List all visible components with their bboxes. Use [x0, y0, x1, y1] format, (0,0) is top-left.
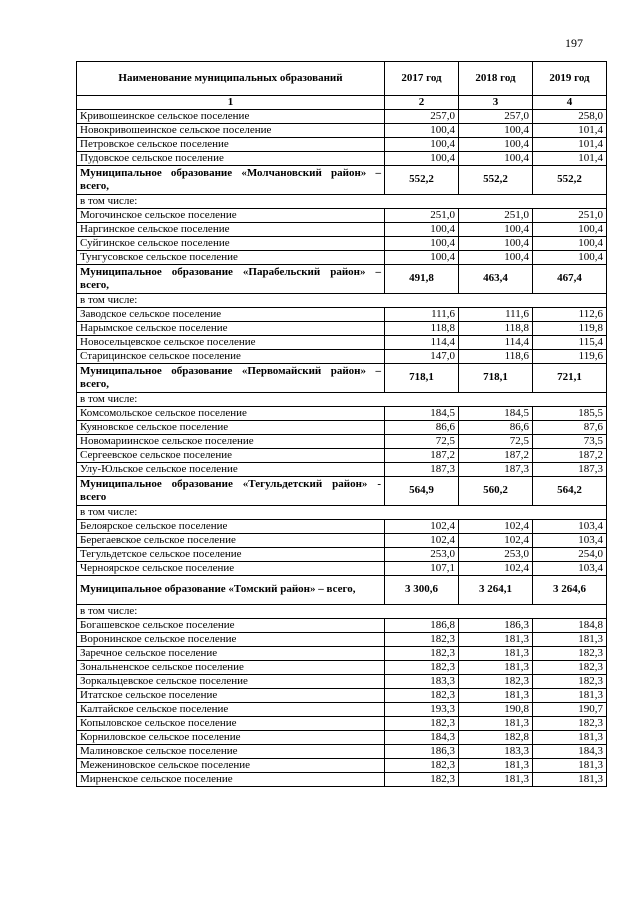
- settlement-row: [77, 716, 607, 730]
- value-2017: 3 300,6: [385, 575, 459, 604]
- settlement-name: Новомариинское сельское поселение: [77, 434, 385, 448]
- value-2018: 560,2: [459, 476, 533, 505]
- value-2018: 181,3: [459, 632, 533, 646]
- value-2017: 186,3: [385, 744, 459, 758]
- value-2019: 100,4: [533, 236, 607, 250]
- value-2017: 100,4: [385, 123, 459, 137]
- value-2018: 100,4: [459, 236, 533, 250]
- settlement-name: Копыловское сельское поселение: [77, 716, 385, 730]
- settlement-name: Пудовское сельское поселение: [77, 151, 385, 165]
- settlement-name: Зональненское сельское поселение: [77, 660, 385, 674]
- value-2017: 182,3: [385, 716, 459, 730]
- value-2019: 112,6: [533, 307, 607, 321]
- value-2017: 491,8: [385, 264, 459, 293]
- value-2018: 100,4: [459, 137, 533, 151]
- settlement-name: Итатское сельское поселение: [77, 688, 385, 702]
- value-2019: 103,4: [533, 561, 607, 575]
- settlement-row: [77, 123, 607, 137]
- subheading-label: в том числе:: [77, 293, 607, 307]
- settlement-name: Белоярское сельское поселение: [77, 519, 385, 533]
- value-2018: 72,5: [459, 434, 533, 448]
- value-2017: 251,0: [385, 208, 459, 222]
- settlement-name: Новосельцевское сельское поселение: [77, 335, 385, 349]
- subheading-label: в том числе:: [77, 392, 607, 406]
- value-2019: 101,4: [533, 137, 607, 151]
- value-2019: 182,3: [533, 674, 607, 688]
- value-2017: 100,4: [385, 137, 459, 151]
- settlement-row: [77, 519, 607, 533]
- value-2017: 102,4: [385, 519, 459, 533]
- settlement-name: Петровское сельское поселение: [77, 137, 385, 151]
- settlement-row: [77, 758, 607, 772]
- column-number: 3: [459, 96, 533, 110]
- value-2019: 182,3: [533, 646, 607, 660]
- settlement-name: Мирненское сельское поселение: [77, 772, 385, 786]
- value-2019: 3 264,6: [533, 575, 607, 604]
- value-2018: 552,2: [459, 165, 533, 194]
- value-2017: 100,4: [385, 250, 459, 264]
- value-2018: 181,3: [459, 758, 533, 772]
- settlement-name: Куяновское сельское поселение: [77, 420, 385, 434]
- value-2018: 257,0: [459, 109, 533, 123]
- value-2017: 100,4: [385, 222, 459, 236]
- value-2017: 107,1: [385, 561, 459, 575]
- settlement-row: [77, 618, 607, 632]
- subheading-row: [77, 293, 607, 307]
- district-total-row: [77, 264, 607, 293]
- value-2019: 187,2: [533, 448, 607, 462]
- value-2019: 190,7: [533, 702, 607, 716]
- settlement-row: [77, 674, 607, 688]
- settlement-row: [77, 660, 607, 674]
- value-2018: 182,3: [459, 674, 533, 688]
- value-2017: 184,5: [385, 406, 459, 420]
- value-2019: 552,2: [533, 165, 607, 194]
- value-2017: 253,0: [385, 547, 459, 561]
- value-2019: 467,4: [533, 264, 607, 293]
- value-2017: 102,4: [385, 533, 459, 547]
- value-2017: 118,8: [385, 321, 459, 335]
- value-2017: 147,0: [385, 349, 459, 363]
- value-2017: 182,3: [385, 632, 459, 646]
- value-2019: 181,3: [533, 758, 607, 772]
- value-2017: 182,3: [385, 646, 459, 660]
- column-number: 2: [385, 96, 459, 110]
- settlement-name: Кривошеинское сельское поселение: [77, 109, 385, 123]
- settlement-name: Калтайское сельское поселение: [77, 702, 385, 716]
- value-2018: 251,0: [459, 208, 533, 222]
- budget-table: [76, 61, 607, 787]
- settlement-name: Нарымское сельское поселение: [77, 321, 385, 335]
- value-2017: 72,5: [385, 434, 459, 448]
- settlement-row: [77, 730, 607, 744]
- settlement-row: [77, 307, 607, 321]
- value-2018: 187,3: [459, 462, 533, 476]
- value-2019: 181,3: [533, 688, 607, 702]
- value-2019: 181,3: [533, 772, 607, 786]
- district-name: Муниципальное образование «Тегульдетский район» - всего: [77, 476, 385, 505]
- settlement-row: [77, 462, 607, 476]
- settlement-row: [77, 406, 607, 420]
- value-2019: 181,3: [533, 730, 607, 744]
- settlement-row: [77, 702, 607, 716]
- subheading-label: в том числе:: [77, 604, 607, 618]
- value-2018: 114,4: [459, 335, 533, 349]
- settlement-row: [77, 222, 607, 236]
- value-2019: 251,0: [533, 208, 607, 222]
- value-2019: 184,8: [533, 618, 607, 632]
- value-2018: 100,4: [459, 222, 533, 236]
- settlement-row: [77, 646, 607, 660]
- value-2017: 100,4: [385, 151, 459, 165]
- value-2017: 111,6: [385, 307, 459, 321]
- settlement-row: [77, 137, 607, 151]
- value-2018: 86,6: [459, 420, 533, 434]
- value-2019: 101,4: [533, 123, 607, 137]
- subheading-row: [77, 505, 607, 519]
- value-2019: 100,4: [533, 222, 607, 236]
- value-2018: 183,3: [459, 744, 533, 758]
- value-2018: 100,4: [459, 123, 533, 137]
- header-municipality: Наименование муниципальных образований: [77, 62, 385, 96]
- district-total-row: [77, 165, 607, 194]
- table-body: [77, 109, 607, 786]
- district-total-row: [77, 476, 607, 505]
- value-2018: 118,8: [459, 321, 533, 335]
- value-2017: 552,2: [385, 165, 459, 194]
- value-2017: 257,0: [385, 109, 459, 123]
- settlement-name: Берегаевское сельское поселение: [77, 533, 385, 547]
- settlement-row: [77, 744, 607, 758]
- settlement-name: Суйгинское сельское поселение: [77, 236, 385, 250]
- value-2017: 564,9: [385, 476, 459, 505]
- settlement-row: [77, 632, 607, 646]
- settlement-row: [77, 151, 607, 165]
- column-number: 1: [77, 96, 385, 110]
- value-2019: 187,3: [533, 462, 607, 476]
- value-2018: 182,8: [459, 730, 533, 744]
- settlement-name: Тегульдетское сельское поселение: [77, 547, 385, 561]
- subheading-label: в том числе:: [77, 194, 607, 208]
- value-2019: 181,3: [533, 632, 607, 646]
- header-2018: 2018 год: [459, 62, 533, 96]
- value-2017: 187,3: [385, 462, 459, 476]
- value-2017: 114,4: [385, 335, 459, 349]
- district-name: Муниципальное образование «Томский район» – всего,: [77, 575, 385, 604]
- value-2019: 184,3: [533, 744, 607, 758]
- value-2018: 111,6: [459, 307, 533, 321]
- settlement-row: [77, 349, 607, 363]
- value-2018: 463,4: [459, 264, 533, 293]
- value-2017: 184,3: [385, 730, 459, 744]
- subheading-row: [77, 604, 607, 618]
- settlement-row: [77, 434, 607, 448]
- value-2019: 182,3: [533, 716, 607, 730]
- district-name: Муниципальное образование «Молчановский район» – всего,: [77, 165, 385, 194]
- district-total-row: [77, 363, 607, 392]
- value-2017: 183,3: [385, 674, 459, 688]
- settlement-name: Могочинское сельское поселение: [77, 208, 385, 222]
- settlement-name: Воронинское сельское поселение: [77, 632, 385, 646]
- value-2017: 182,3: [385, 772, 459, 786]
- settlement-name: Заводское сельское поселение: [77, 307, 385, 321]
- value-2019: 119,8: [533, 321, 607, 335]
- subheading-row: [77, 392, 607, 406]
- value-2018: 186,3: [459, 618, 533, 632]
- value-2018: 100,4: [459, 250, 533, 264]
- value-2017: 718,1: [385, 363, 459, 392]
- value-2018: 718,1: [459, 363, 533, 392]
- header-2017: 2017 год: [385, 62, 459, 96]
- value-2019: 564,2: [533, 476, 607, 505]
- settlement-name: Межениновское сельское поселение: [77, 758, 385, 772]
- value-2019: 100,4: [533, 250, 607, 264]
- district-name: Муниципальное образование «Первомайский район» – всего,: [77, 363, 385, 392]
- value-2018: 187,2: [459, 448, 533, 462]
- settlement-name: Зоркальцевское сельское поселение: [77, 674, 385, 688]
- settlement-row: [77, 208, 607, 222]
- value-2017: 182,3: [385, 688, 459, 702]
- column-number: 4: [533, 96, 607, 110]
- settlement-name: Богашевское сельское поселение: [77, 618, 385, 632]
- value-2018: 181,3: [459, 772, 533, 786]
- value-2018: 102,4: [459, 533, 533, 547]
- value-2019: 721,1: [533, 363, 607, 392]
- settlement-name: Тунгусовское сельское поселение: [77, 250, 385, 264]
- settlement-name: Сергеевское сельское поселение: [77, 448, 385, 462]
- value-2018: 181,3: [459, 660, 533, 674]
- value-2017: 86,6: [385, 420, 459, 434]
- settlement-row: [77, 236, 607, 250]
- value-2018: 118,6: [459, 349, 533, 363]
- settlement-row: [77, 335, 607, 349]
- settlement-name: Наргинское сельское поселение: [77, 222, 385, 236]
- value-2019: 103,4: [533, 519, 607, 533]
- district-name: Муниципальное образование «Парабельский район» – всего,: [77, 264, 385, 293]
- value-2019: 115,4: [533, 335, 607, 349]
- value-2019: 119,6: [533, 349, 607, 363]
- settlement-row: [77, 321, 607, 335]
- settlement-name: Старицинское сельское поселение: [77, 349, 385, 363]
- settlement-row: [77, 547, 607, 561]
- district-total-row: [77, 575, 607, 604]
- value-2018: 253,0: [459, 547, 533, 561]
- value-2019: 254,0: [533, 547, 607, 561]
- settlement-name: Новокривошеинское сельское поселение: [77, 123, 385, 137]
- value-2019: 185,5: [533, 406, 607, 420]
- value-2018: 181,3: [459, 716, 533, 730]
- value-2018: 102,4: [459, 519, 533, 533]
- value-2019: 87,6: [533, 420, 607, 434]
- column-number-row: [77, 96, 607, 110]
- value-2018: 3 264,1: [459, 575, 533, 604]
- header-2019: 2019 год: [533, 62, 607, 96]
- value-2019: 103,4: [533, 533, 607, 547]
- value-2017: 100,4: [385, 236, 459, 250]
- settlement-name: Улу-Юльское сельское поселение: [77, 462, 385, 476]
- value-2017: 193,3: [385, 702, 459, 716]
- settlement-name: Корниловское сельское поселение: [77, 730, 385, 744]
- value-2018: 181,3: [459, 646, 533, 660]
- settlement-name: Заречное сельское поселение: [77, 646, 385, 660]
- value-2017: 187,2: [385, 448, 459, 462]
- value-2018: 184,5: [459, 406, 533, 420]
- value-2017: 186,8: [385, 618, 459, 632]
- subheading-row: [77, 194, 607, 208]
- value-2019: 182,3: [533, 660, 607, 674]
- value-2018: 100,4: [459, 151, 533, 165]
- page-number: 197: [565, 36, 583, 50]
- value-2018: 102,4: [459, 561, 533, 575]
- settlement-row: [77, 561, 607, 575]
- settlement-name: Черноярское сельское поселение: [77, 561, 385, 575]
- value-2018: 181,3: [459, 688, 533, 702]
- value-2017: 182,3: [385, 758, 459, 772]
- settlement-name: Малиновское сельское поселение: [77, 744, 385, 758]
- settlement-row: [77, 109, 607, 123]
- table-header-row: [77, 62, 607, 96]
- value-2019: 101,4: [533, 151, 607, 165]
- value-2018: 190,8: [459, 702, 533, 716]
- settlement-row: [77, 420, 607, 434]
- settlement-name: Комсомольское сельское поселение: [77, 406, 385, 420]
- value-2019: 258,0: [533, 109, 607, 123]
- settlement-row: [77, 533, 607, 547]
- subheading-label: в том числе:: [77, 505, 607, 519]
- value-2019: 73,5: [533, 434, 607, 448]
- settlement-row: [77, 250, 607, 264]
- value-2017: 182,3: [385, 660, 459, 674]
- settlement-row: [77, 688, 607, 702]
- settlement-row: [77, 772, 607, 786]
- settlement-row: [77, 448, 607, 462]
